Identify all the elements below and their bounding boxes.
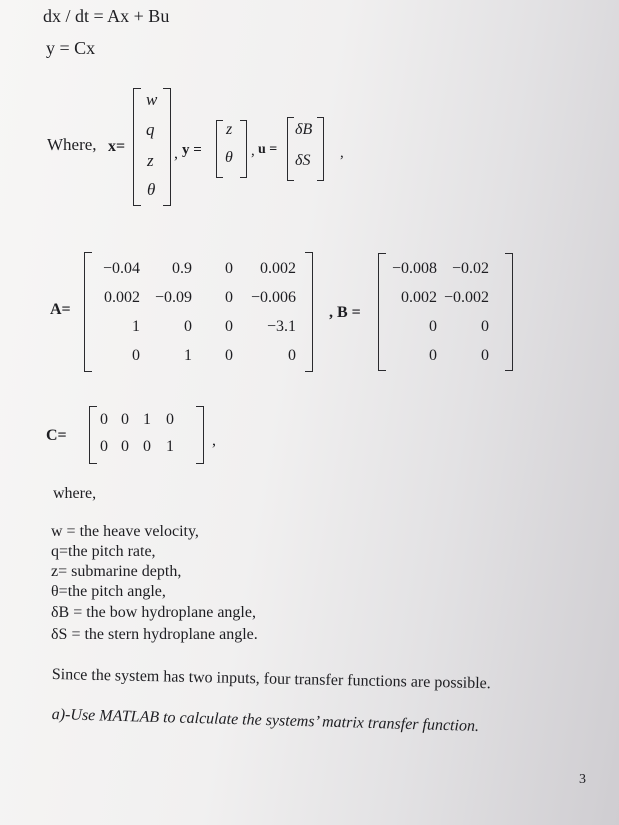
matrix-a-cell: 0 [225,347,233,364]
statement-text: Since the system has two inputs, four transfer functions are possible. [51,666,491,693]
matrix-a-cell: 0.002 [104,289,140,306]
matrix-b-cell: −0.002 [443,289,489,306]
x-label: x= [108,138,126,155]
y-bracket-left [216,120,223,178]
matrix-b-bracket-right [505,253,513,371]
matrix-b-cell: 0 [481,318,489,335]
legend-item: θ=the pitch angle, [51,583,166,600]
matrix-c-cell: 1 [143,411,151,428]
matrix-b-bracket-left [378,253,386,371]
matrix-c-cell: 0 [100,438,108,455]
matrix-c-cell: 0 [166,411,174,428]
matrix-a-cell: 0 [225,260,233,277]
matrix-a-cell: 0 [132,347,140,364]
matrix-a-cell: 0.002 [260,260,296,277]
y-entry: z [226,121,233,138]
matrix-b-cell: 0 [481,347,489,364]
matrix-c-cell: 0 [143,438,151,455]
matrix-b-cell: −0.008 [391,260,437,277]
y-comma: , [251,143,255,159]
u-bracket-right [317,117,324,181]
legend-item: w = the heave velocity, [51,523,199,540]
u-bracket-left [287,117,294,181]
matrix-b-cell: 0.002 [401,289,437,306]
matrix-a-cell: −0.04 [102,260,140,277]
matrix-c-cell: 0 [121,438,129,455]
page-number: 3 [579,772,586,787]
matrix-b-label: , B = [329,304,361,321]
matrix-c-bracket-right [196,406,204,464]
matrix-a-bracket-left [84,252,92,372]
x-entry: z [147,151,154,170]
x-bracket-right [163,88,171,206]
legend-item: δB = the bow hydroplane angle, [51,604,256,621]
matrix-c-cell: 0 [100,411,108,428]
matrix-a-cell: 0 [225,318,233,335]
x-entry: w [146,90,158,109]
legend-item: δS = the stern hydroplane angle. [51,626,258,643]
matrix-a-cell: 0 [288,347,296,364]
matrix-a-cell: −0.006 [250,289,296,306]
matrix-c-cell: 0 [121,411,129,428]
matrix-a-cell: −3.1 [266,318,296,335]
output-equation: y = Cx [46,38,96,58]
legend-item: q=the pitch rate, [51,543,156,560]
matrix-c-cell: 1 [166,438,174,455]
u-label: u = [258,142,278,157]
legend-heading: where, [53,485,97,502]
x-entry: q [146,120,155,139]
u-entry-stern: δS [295,152,311,169]
y-label: y = [182,142,202,158]
y-bracket-right [240,120,247,178]
matrix-a-cell: 0 [184,318,192,335]
legend-item: z= submarine depth, [51,563,182,580]
state-equation: dx / dt = Ax + Bu [43,6,170,26]
u-entry-bow: δB [295,121,313,138]
matrix-a-label: A= [50,301,71,318]
matrix-b-cell: −0.02 [451,260,489,277]
matrix-a-cell: 0.9 [172,260,192,277]
matrix-a-cell: 1 [132,318,140,335]
x-bracket-left [133,88,141,206]
u-comma: , [340,145,344,161]
x-comma: , [174,145,178,162]
y-entry: θ [225,149,233,166]
matrix-b-cell: 0 [429,347,437,364]
matrix-a-cell: 0 [225,289,233,306]
matrix-a-bracket-right [305,252,313,372]
question-text: a)-Use MATLAB to calculate the systems’ matrix transfer function. [51,706,480,735]
matrix-a-cell: −0.09 [154,289,192,306]
matrix-c-bracket-left [89,406,97,464]
matrix-c-comma: , [212,432,216,449]
matrix-b-cell: 0 [429,318,437,335]
matrix-a-cell: 1 [184,347,192,364]
matrix-c-label: C= [46,427,67,444]
where-label: Where, [47,135,97,154]
x-entry: θ [147,180,156,199]
